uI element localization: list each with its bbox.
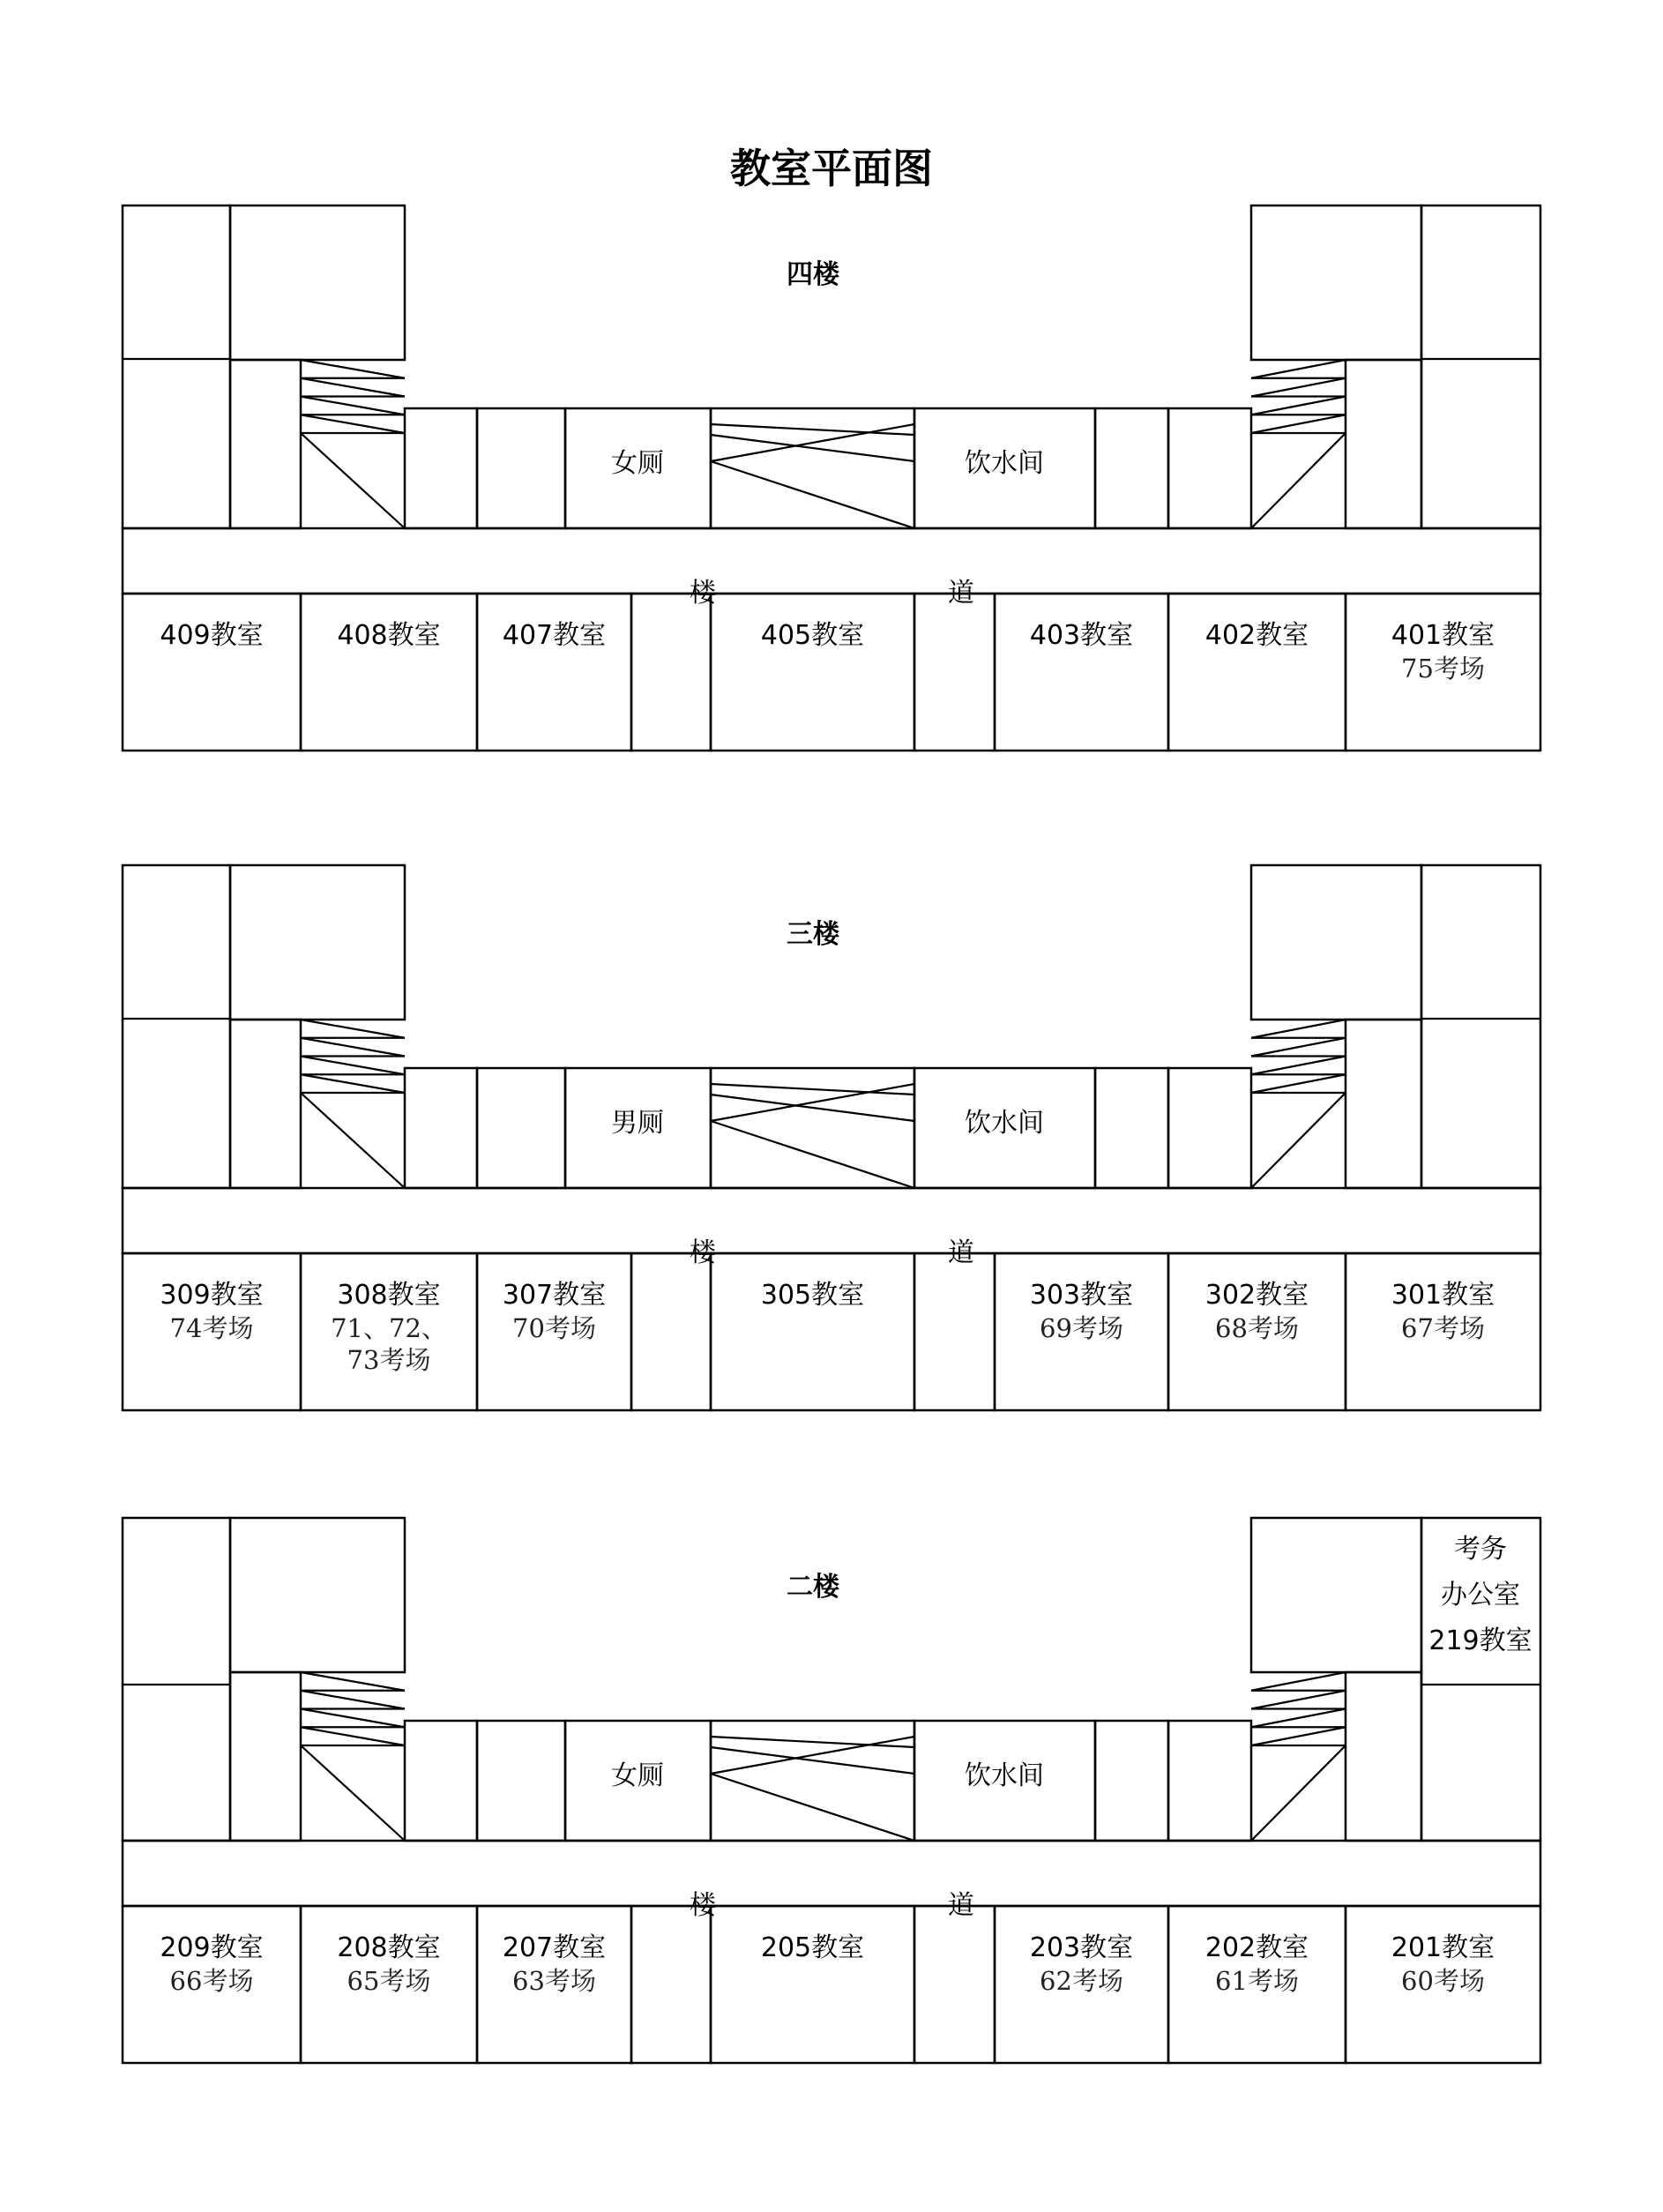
north-room (477, 1068, 565, 1188)
exam-room-note: 75考场 (1401, 654, 1485, 684)
stair-step-line (301, 360, 405, 378)
classroom (477, 594, 631, 751)
restroom-label: 女厕 (611, 1760, 664, 1791)
stair-icon (1251, 1020, 1346, 1188)
wing-left-top-room (230, 1518, 405, 1672)
wing-right-outer (1421, 206, 1540, 528)
corridor (123, 1841, 1540, 1906)
stair-icon (301, 1020, 405, 1188)
stair-step-line (1251, 1727, 1346, 1745)
classroom-label: 402教室 (1204, 620, 1309, 651)
classroom-label: 307教室 (502, 1280, 607, 1311)
stair-diagonal-line (1251, 433, 1346, 528)
north-room (477, 1721, 565, 1841)
north-room (1168, 408, 1251, 528)
wing-left-outer (123, 1518, 230, 1841)
north-room (405, 1721, 477, 1841)
stair-diagonal-line (711, 1121, 914, 1188)
exam-room-note: 61考场 (1215, 1966, 1299, 1996)
north-room (1095, 408, 1168, 528)
classroom-label: 208教室 (337, 1932, 441, 1963)
classroom-label: 205教室 (760, 1932, 865, 1963)
stair-icon (301, 360, 405, 528)
exam-room-note: 65考场 (347, 1966, 431, 1996)
stair-step-line (1251, 1672, 1346, 1691)
north-room (405, 1068, 477, 1188)
exam-room-note: 60考场 (1401, 1966, 1485, 1996)
wing-left-small-room (230, 1672, 301, 1841)
stair-step-line (301, 1709, 405, 1728)
classroom-label: 303教室 (1029, 1280, 1134, 1311)
classroom-label: 209教室 (160, 1932, 264, 1963)
north-room (1095, 1068, 1168, 1188)
stair-step-line (1251, 378, 1346, 397)
classroom-label: 203教室 (1029, 1932, 1134, 1963)
classroom (631, 594, 711, 751)
north-room (1168, 1068, 1251, 1188)
exam-room-note: 62考场 (1040, 1966, 1123, 1996)
classroom (711, 594, 914, 751)
exam-room-note: 66考场 (169, 1966, 254, 1996)
floor-name: 二楼 (787, 1572, 839, 1603)
exam-room-note: 74考场 (169, 1313, 254, 1343)
stair-diagonal-line (1251, 1093, 1346, 1188)
floor-name: 四楼 (787, 259, 839, 290)
stair-diagonal-line (1251, 1745, 1346, 1841)
classroom-label: 405教室 (760, 620, 865, 651)
classroom-label: 302教室 (1204, 1280, 1309, 1311)
stair-step-line (1251, 1020, 1346, 1038)
north-room (477, 408, 565, 528)
classroom-label: 401教室 (1391, 620, 1495, 651)
classroom (631, 1253, 711, 1410)
exam-room-note: 69考场 (1040, 1313, 1123, 1343)
wing-right-small-room (1346, 360, 1421, 528)
wing-left-small-room (230, 1020, 301, 1188)
stair-icon (1251, 1672, 1346, 1841)
wing-right-outer (1421, 865, 1540, 1188)
stair-step-line (301, 1038, 405, 1057)
stair-step-line (1251, 1709, 1346, 1728)
stair-step-line (301, 1074, 405, 1093)
wing-right-top-room (1251, 865, 1421, 1020)
stair-diagonal-line (301, 1745, 405, 1841)
classroom (995, 594, 1168, 751)
stair-step-line (711, 1095, 914, 1121)
exam-room-note: 68考场 (1215, 1313, 1299, 1343)
stair-diagonal-line (711, 461, 914, 528)
classroom-label: 407教室 (502, 620, 607, 651)
stair-step-line (1251, 1057, 1346, 1075)
page-title: 教室平面图 (730, 145, 933, 192)
classroom-label: 408教室 (337, 620, 441, 651)
classroom (123, 594, 301, 751)
exam-room-note: 71、72、 (331, 1313, 447, 1343)
corridor-label: 楼 (690, 1237, 716, 1268)
classroom-label: 202教室 (1204, 1932, 1309, 1963)
corridor-label: 楼 (690, 578, 716, 609)
stair-step-line (301, 415, 405, 433)
stair-icon (1251, 360, 1346, 528)
stair-step-line (301, 1727, 405, 1745)
stair-step-line (301, 1672, 405, 1691)
exam-room-note: 63考场 (512, 1966, 596, 1996)
classroom-label: 309教室 (160, 1280, 264, 1311)
stair-step-line (711, 1747, 914, 1774)
wing-right-top-room (1251, 206, 1421, 360)
wing-right-top-room (1251, 1518, 1421, 1672)
water-room-label: 饮水间 (965, 1760, 1044, 1791)
classroom (914, 1253, 995, 1410)
stair-step-line (1251, 1691, 1346, 1709)
corridor (123, 528, 1540, 594)
exam-room-note: 67考场 (1401, 1313, 1485, 1343)
north-room (1095, 1721, 1168, 1841)
exam-room-note: 73考场 (347, 1345, 431, 1375)
stair-step-line (301, 397, 405, 415)
corridor-label: 道 (948, 578, 974, 609)
office-label: 219教室 (1428, 1625, 1532, 1656)
restroom-label: 男厕 (611, 1108, 664, 1139)
classroom-label: 308教室 (337, 1280, 441, 1311)
wing-right-small-room (1346, 1672, 1421, 1841)
classroom (711, 1906, 914, 2063)
wing-right-small-room (1346, 1020, 1421, 1188)
stair-step-line (1251, 397, 1346, 415)
classroom (914, 1906, 995, 2063)
corridor-label: 道 (948, 1890, 974, 1921)
classroom-label: 409教室 (160, 620, 264, 651)
office-label: 办公室 (1441, 1580, 1520, 1610)
stair-step-line (301, 1691, 405, 1709)
classroom (711, 1253, 914, 1410)
floor-plan-2 (123, 865, 1540, 1410)
stair-step-line (301, 1057, 405, 1075)
classroom (301, 594, 477, 751)
stair-step-line (1251, 415, 1346, 433)
water-room-label: 饮水间 (965, 448, 1044, 479)
corridor-label: 楼 (690, 1890, 716, 1921)
restroom-label: 女厕 (611, 448, 664, 479)
wing-left-outer (123, 206, 230, 528)
classroom-label: 207教室 (502, 1932, 607, 1963)
north-room (405, 408, 477, 528)
stair-step-line (711, 435, 914, 461)
floor-plan-3 (123, 1518, 1540, 2063)
classroom (914, 594, 995, 751)
water-room-label: 饮水间 (965, 1108, 1044, 1139)
classroom-label: 201教室 (1391, 1932, 1495, 1963)
corridor (123, 1188, 1540, 1253)
stair-step-line (1251, 360, 1346, 378)
wing-left-top-room (230, 865, 405, 1020)
wing-left-small-room (230, 360, 301, 528)
stair-step-line (301, 1020, 405, 1038)
wing-left-outer (123, 865, 230, 1188)
classroom-label: 301教室 (1391, 1280, 1495, 1311)
wing-right-outer (1421, 1518, 1540, 1841)
north-room (1168, 1721, 1251, 1841)
stair-icon (301, 1672, 405, 1841)
floor-name: 三楼 (787, 919, 839, 950)
stair-step-line (1251, 1038, 1346, 1057)
stair-step-line (1251, 1074, 1346, 1093)
classroom (631, 1906, 711, 2063)
classroom-label: 403教室 (1029, 620, 1134, 651)
corridor-label: 道 (948, 1237, 974, 1268)
stair-step-line (301, 378, 405, 397)
exam-room-note: 70考场 (512, 1313, 596, 1343)
classroom (1168, 594, 1346, 751)
wing-left-top-room (230, 206, 405, 360)
stair-diagonal-line (301, 1093, 405, 1188)
stair-diagonal-line (301, 433, 405, 528)
floor-plan-1 (123, 206, 1540, 751)
classroom-label: 305教室 (760, 1280, 865, 1311)
stair-diagonal-line (711, 1774, 914, 1841)
office-label: 考务 (1454, 1534, 1507, 1565)
